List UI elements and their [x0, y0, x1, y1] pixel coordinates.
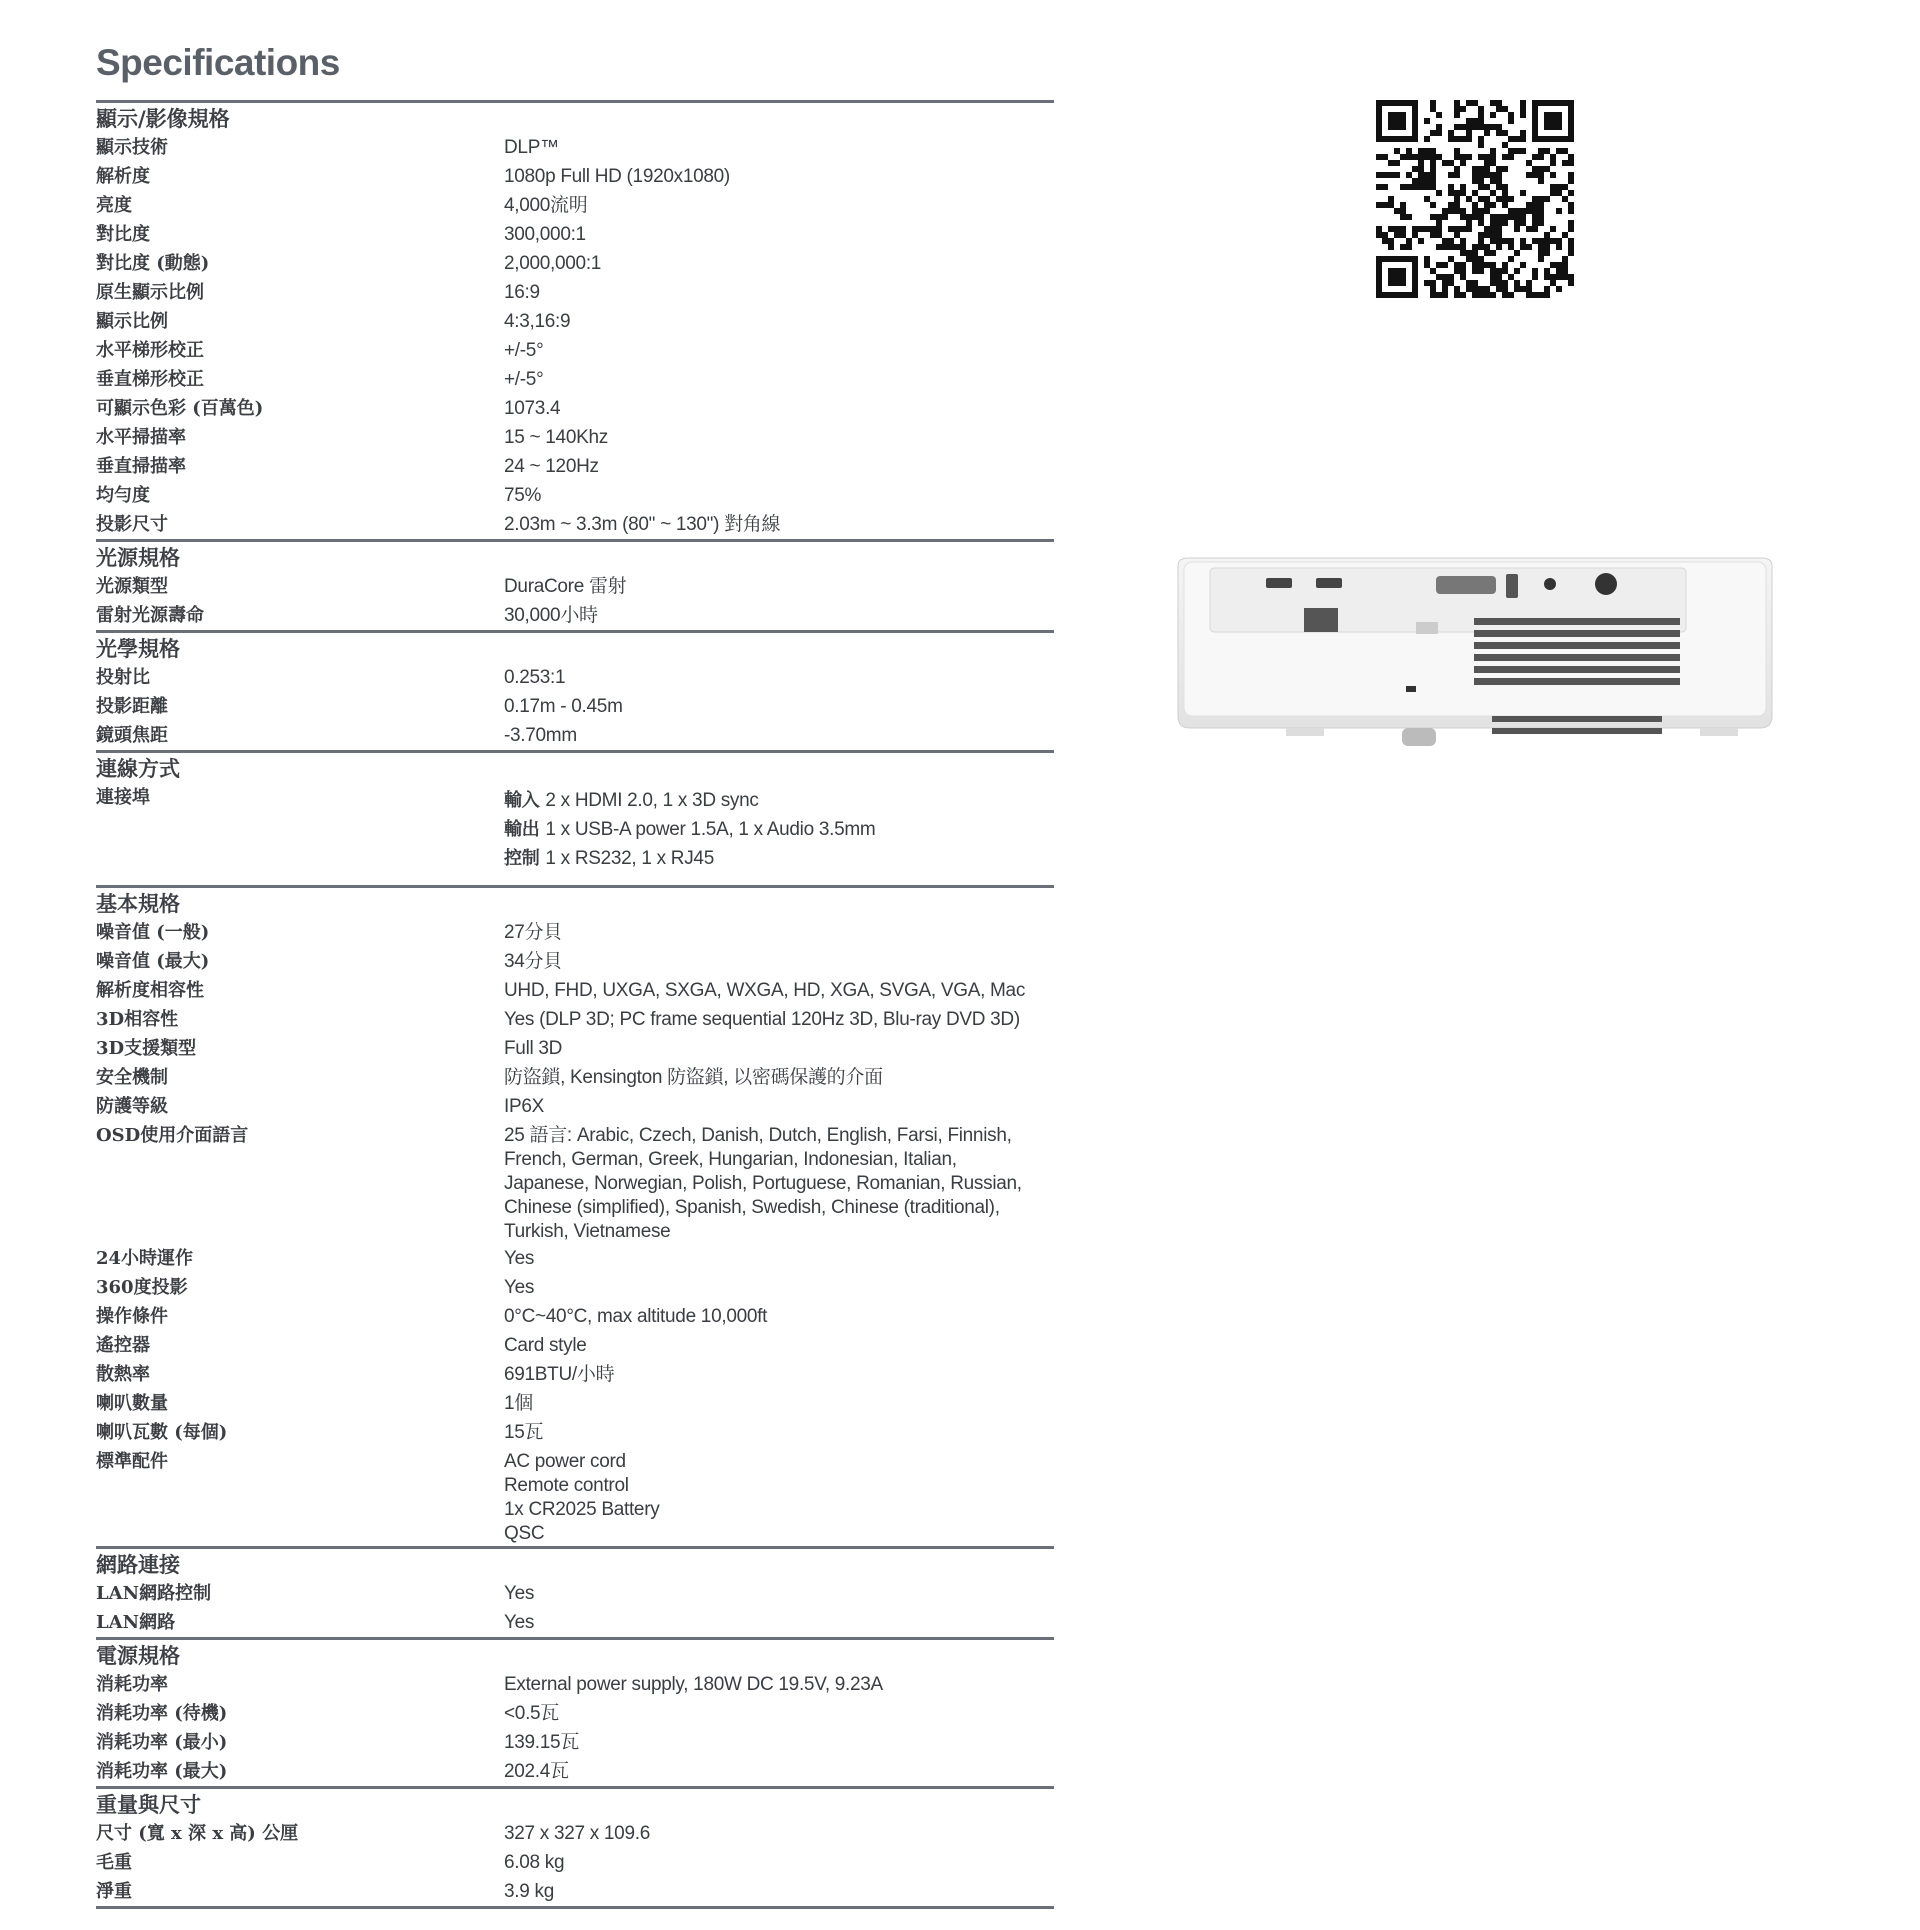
- section-heading: 連線方式: [96, 756, 180, 781]
- spec-value: [504, 1757, 1054, 1786]
- spec-row: [96, 307, 1054, 336]
- spec-value: [504, 692, 1054, 721]
- spec-value: [504, 307, 1054, 336]
- spec-value-line: 2.03m ~ 3.3m (80" ~ 130") 對角線: [504, 514, 781, 535]
- spec-value-line: 691BTU/小時: [504, 1364, 615, 1385]
- spec-label: 投影尺寸: [96, 514, 168, 535]
- connection-line: [504, 786, 1054, 815]
- spec-row: [96, 1331, 1054, 1360]
- spec-label: 噪音值 (最大): [96, 951, 210, 972]
- spec-section: [96, 1546, 1054, 1637]
- section-heading: 基本規格: [96, 891, 180, 916]
- spec-row: [96, 1063, 1054, 1092]
- spec-value-line: 3.9 kg: [504, 1881, 554, 1902]
- spec-label: 3D相容性: [96, 1009, 179, 1030]
- connection-text: 2 x HDMI 2.0, 1 x 3D sync: [545, 790, 759, 811]
- spec-value-line: Yes: [504, 1277, 535, 1298]
- spec-row: [96, 1670, 1054, 1699]
- spec-value: [504, 365, 1054, 394]
- spec-label: 雷射光源壽命: [96, 605, 204, 626]
- spec-value-line: Yes: [504, 1583, 535, 1604]
- spec-value-line: DLP™: [504, 137, 559, 158]
- spec-value-line: 34分貝: [504, 951, 562, 972]
- spec-value-line: 1080p Full HD (1920x1080): [504, 166, 730, 187]
- spec-section: [96, 539, 1054, 630]
- spec-value: [504, 1418, 1054, 1447]
- spec-row: [96, 452, 1054, 481]
- spec-row: [96, 423, 1054, 452]
- spec-value: [504, 394, 1054, 423]
- spec-row: [96, 220, 1054, 249]
- spec-row: [96, 133, 1054, 162]
- spec-value: [504, 721, 1054, 750]
- spec-label: 消耗功率 (最小): [96, 1732, 228, 1753]
- spec-value: [504, 601, 1054, 630]
- spec-label: 噪音值 (一般): [96, 922, 210, 943]
- spec-value: [504, 162, 1054, 191]
- connection-line: [504, 844, 1054, 873]
- spec-row: [96, 692, 1054, 721]
- spec-row: [96, 249, 1054, 278]
- spec-value-line: Chinese (simplified), Spanish, Swedish, Chinese (traditional),: [504, 1197, 1000, 1218]
- spec-label: 垂直掃描率: [96, 456, 186, 477]
- spec-value-line: Card style: [504, 1335, 587, 1356]
- spec-value-line: 防盜鎖, Kensington 防盜鎖, 以密碼保護的介面: [504, 1067, 883, 1088]
- spec-value-line: Yes: [504, 1248, 535, 1269]
- section-heading: 顯示/影像規格: [96, 106, 230, 131]
- spec-label: 原生顯示比例: [96, 282, 204, 303]
- spec-value-line: 0.17m - 0.45m: [504, 696, 623, 717]
- spec-value-line: DuraCore 雷射: [504, 576, 627, 597]
- spec-value: [504, 1848, 1054, 1877]
- spec-row: [96, 1757, 1054, 1786]
- spec-value: [504, 663, 1054, 692]
- section-heading: 網路連接: [96, 1552, 180, 1577]
- spec-value-line: 4:3,16:9: [504, 311, 571, 332]
- spec-value: [504, 249, 1054, 278]
- spec-value: [504, 191, 1054, 220]
- spec-value: [504, 976, 1054, 1005]
- spec-label: 360度投影: [96, 1277, 188, 1298]
- spec-row: [96, 1121, 1054, 1244]
- spec-label: 喇叭數量: [96, 1393, 168, 1414]
- spec-value-line: 0.253:1: [504, 667, 566, 688]
- spec-value-line: 25 語言: Arabic, Czech, Danish, Dutch, English, Farsi, Finnish,: [504, 1125, 1012, 1146]
- spec-value-line: Full 3D: [504, 1038, 563, 1059]
- spec-label: 喇叭瓦數 (每個): [96, 1422, 228, 1443]
- spec-value: [504, 1699, 1054, 1728]
- spec-value-line: French, German, Greek, Hungarian, Indonesian, Italian,: [504, 1149, 957, 1170]
- spec-label: 均勻度: [96, 485, 150, 506]
- spec-row: [96, 572, 1054, 601]
- spec-row: [96, 976, 1054, 1005]
- spec-value-line: Remote control: [504, 1475, 629, 1496]
- spec-value-line: 139.15瓦: [504, 1732, 580, 1753]
- spec-value-line: 4,000流明: [504, 195, 588, 216]
- spec-value-line: UHD, FHD, UXGA, SXGA, WXGA, HD, XGA, SVGA, VGA, Mac: [504, 980, 1026, 1001]
- spec-row: [96, 918, 1054, 947]
- page-title: Specifications: [96, 42, 340, 83]
- spec-value-line: Yes (DLP 3D; PC frame sequential 120Hz 3D, Blu-ray DVD 3D): [504, 1009, 1020, 1030]
- spec-value: [504, 1670, 1054, 1699]
- spec-value: [504, 783, 1054, 873]
- spec-value: [504, 481, 1054, 510]
- spec-row: [96, 1418, 1054, 1447]
- spec-label: 對比度: [96, 224, 150, 245]
- section-heading: 光源規格: [96, 545, 180, 570]
- spec-label: 消耗功率: [96, 1674, 168, 1695]
- spec-value-line: -3.70mm: [504, 725, 577, 746]
- spec-value: [504, 1273, 1054, 1302]
- spec-value-line: 0°C~40°C, max altitude 10,000ft: [504, 1306, 768, 1327]
- connection-text: 1 x RS232, 1 x RJ45: [545, 848, 714, 869]
- spec-label: 解析度: [96, 166, 150, 187]
- spec-label: 消耗功率 (待機): [96, 1703, 228, 1724]
- spec-label: OSD使用介面語言: [96, 1125, 249, 1146]
- spec-label: 3D支援類型: [96, 1038, 197, 1059]
- spec-value: [504, 1728, 1054, 1757]
- spec-row: [96, 1579, 1054, 1608]
- spec-label: 可顯示色彩 (百萬色): [96, 398, 264, 419]
- spec-value-line: 30,000小時: [504, 605, 598, 626]
- connection-label: 輸入: [504, 790, 540, 811]
- spec-label: 水平掃描率: [96, 427, 186, 448]
- spec-row: [96, 1819, 1054, 1848]
- spec-value: [504, 220, 1054, 249]
- spec-label: 安全機制: [96, 1067, 168, 1088]
- connection-text: 1 x USB-A power 1.5A, 1 x Audio 3.5mm: [545, 819, 876, 840]
- spec-row: [96, 162, 1054, 191]
- qr-code: [1376, 100, 1574, 298]
- spec-row: [96, 947, 1054, 976]
- spec-value: [504, 1877, 1054, 1906]
- spec-row: [96, 191, 1054, 220]
- spec-label: 水平梯形校正: [96, 340, 204, 361]
- spec-row: [96, 510, 1054, 539]
- spec-value-line: 202.4瓦: [504, 1761, 569, 1782]
- specifications-table: [96, 100, 1054, 1909]
- spec-value: [504, 1063, 1054, 1092]
- spec-label: 毛重: [96, 1852, 132, 1873]
- spec-row: [96, 1034, 1054, 1063]
- spec-value: [504, 1579, 1054, 1608]
- spec-value: [504, 1121, 1054, 1244]
- spec-value-line: 15 ~ 140Khz: [504, 427, 608, 448]
- spec-label: 亮度: [96, 195, 132, 216]
- spec-value-line: 1個: [504, 1393, 533, 1414]
- spec-label: 24小時運作: [96, 1248, 194, 1269]
- spec-value-line: 24 ~ 120Hz: [504, 456, 599, 477]
- spec-label: 操作條件: [96, 1306, 168, 1327]
- spec-section: [96, 630, 1054, 750]
- spec-row: [96, 1005, 1054, 1034]
- spec-label: 顯示比例: [96, 311, 168, 332]
- spec-value-line: IP6X: [504, 1096, 544, 1117]
- spec-row: [96, 1728, 1054, 1757]
- spec-label: 尺寸 (寬 x 深 x 高) 公厘: [96, 1823, 299, 1844]
- spec-value: [504, 423, 1054, 452]
- spec-section: [96, 1637, 1054, 1786]
- spec-label: 鏡頭焦距: [96, 725, 168, 746]
- spec-value-line: <0.5瓦: [504, 1703, 560, 1724]
- spec-value: [504, 1819, 1054, 1848]
- spec-label: 遙控器: [96, 1335, 150, 1356]
- spec-label: 解析度相容性: [96, 980, 204, 1001]
- spec-row: [96, 481, 1054, 510]
- spec-label: 連接埠: [96, 787, 150, 808]
- spec-value-line: +/-5°: [504, 369, 544, 390]
- spec-label: 垂直梯形校正: [96, 369, 204, 390]
- spec-label: LAN網路: [96, 1612, 176, 1633]
- spec-value: [504, 1244, 1054, 1273]
- spec-section: [96, 885, 1054, 1546]
- spec-label: 投射比: [96, 667, 150, 688]
- spec-value-line: 300,000:1: [504, 224, 586, 245]
- spec-value: [504, 1608, 1054, 1637]
- spec-row: [96, 1389, 1054, 1418]
- spec-row: [96, 1273, 1054, 1302]
- spec-value-line: AC power cord: [504, 1451, 626, 1472]
- spec-value: [504, 1005, 1054, 1034]
- connection-line: [504, 815, 1054, 844]
- spec-row: [96, 365, 1054, 394]
- projector-image: [1170, 556, 1780, 766]
- spec-value: [504, 336, 1054, 365]
- section-heading: 電源規格: [96, 1643, 180, 1668]
- spec-value: [504, 1302, 1054, 1331]
- spec-value: [504, 1389, 1054, 1418]
- spec-label: 標準配件: [96, 1451, 168, 1472]
- spec-label: 顯示技術: [96, 137, 168, 158]
- spec-row: [96, 1092, 1054, 1121]
- connection-label: 控制: [504, 848, 540, 869]
- spec-value: [504, 1092, 1054, 1121]
- spec-value: [504, 1360, 1054, 1389]
- spec-row: [96, 1447, 1054, 1546]
- spec-row: [96, 394, 1054, 423]
- section-heading: 重量與尺寸: [96, 1792, 201, 1817]
- spec-value: [504, 452, 1054, 481]
- spec-section: [96, 1786, 1054, 1906]
- spec-value-line: Yes: [504, 1612, 535, 1633]
- spec-value: [504, 278, 1054, 307]
- spec-row: [96, 1608, 1054, 1637]
- spec-label: 防護等級: [96, 1096, 168, 1117]
- spec-label: 淨重: [96, 1881, 132, 1902]
- spec-row: [96, 783, 1054, 873]
- spec-value-line: 15瓦: [504, 1422, 544, 1443]
- spec-row: [96, 601, 1054, 630]
- spec-value-line: +/-5°: [504, 340, 544, 361]
- spec-value-line: 1073.4: [504, 398, 561, 419]
- spec-section: [96, 100, 1054, 539]
- spec-value-line: 327 x 327 x 109.6: [504, 1823, 650, 1844]
- spec-section: [96, 750, 1054, 885]
- spec-row: [96, 1244, 1054, 1273]
- spec-value-line: 27分貝: [504, 922, 562, 943]
- spec-value-line: 16:9: [504, 282, 540, 303]
- spec-value: [504, 510, 1054, 539]
- spec-label: 散熱率: [96, 1364, 150, 1385]
- spec-label: 消耗功率 (最大): [96, 1761, 228, 1782]
- spec-value: [504, 947, 1054, 976]
- spec-row: [96, 663, 1054, 692]
- spec-label: 投影距離: [96, 696, 168, 717]
- spec-row: [96, 278, 1054, 307]
- spec-row: [96, 336, 1054, 365]
- spec-value-line: 6.08 kg: [504, 1852, 565, 1873]
- spec-value: [504, 1034, 1054, 1063]
- spec-row: [96, 1848, 1054, 1877]
- spec-value-line: 2,000,000:1: [504, 253, 602, 274]
- spec-value-line: 75%: [504, 485, 542, 506]
- spec-value: [504, 1331, 1054, 1360]
- spec-value: [504, 1447, 1054, 1546]
- spec-value-line: External power supply, 180W DC 19.5V, 9.23A: [504, 1674, 883, 1695]
- spec-row: [96, 1360, 1054, 1389]
- spec-value: [504, 133, 1054, 162]
- spec-value: [504, 572, 1054, 601]
- spec-value-line: Turkish, Vietnamese: [504, 1221, 671, 1242]
- spec-value-line: 1x CR2025 Battery: [504, 1499, 660, 1520]
- spec-row: [96, 721, 1054, 750]
- spec-row: [96, 1302, 1054, 1331]
- spec-label: LAN網路控制: [96, 1583, 212, 1604]
- spec-row: [96, 1877, 1054, 1906]
- spec-value: [504, 918, 1054, 947]
- section-heading: 光學規格: [96, 636, 180, 661]
- spec-value-line: Japanese, Norwegian, Polish, Portuguese, Romanian, Russian,: [504, 1173, 1022, 1194]
- bottom-rule: [96, 1906, 1054, 1909]
- spec-label: 光源類型: [96, 576, 168, 597]
- spec-value-line: QSC: [504, 1523, 545, 1544]
- spec-row: [96, 1699, 1054, 1728]
- spec-label: 對比度 (動態): [96, 253, 210, 274]
- connection-label: 輸出: [504, 819, 540, 840]
